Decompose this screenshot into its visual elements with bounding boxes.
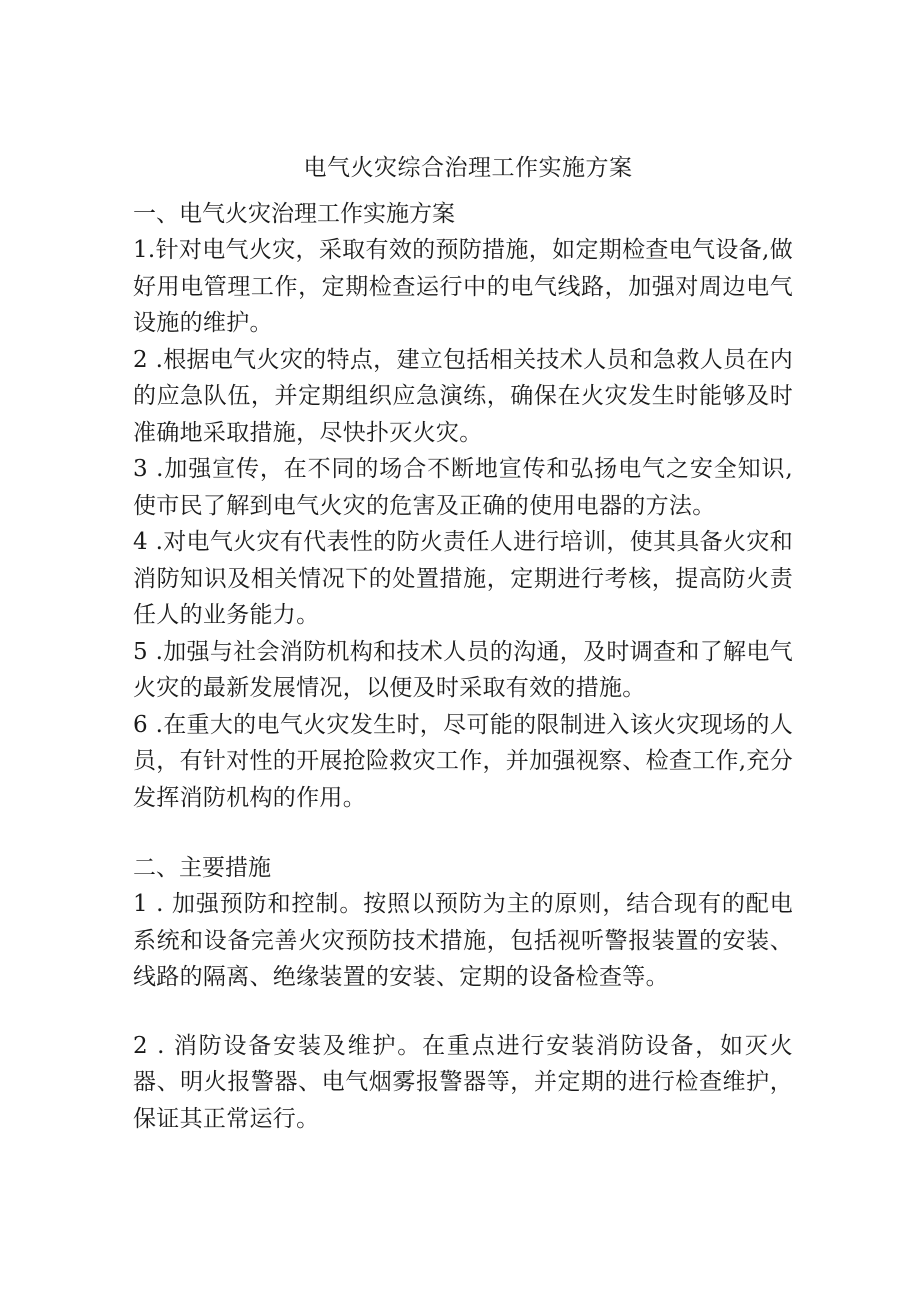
section1-item-4: 4 .对电气火灾有代表性的防火责任人进行培训，使其具备火灾和消防知识及相关情况下的处置措施，定期进行考核，提高防火责任人的业务能力。 bbox=[133, 529, 793, 628]
document-page bbox=[133, 150, 793, 1137]
section1-item-6: 6 .在重大的电气火灾发生时，尽可能的限制进入该火灾现场的人员，有针对性的开展抢险救灾工作，并加强视察、检查工作,充分发挥消防机构的作用。 bbox=[133, 711, 794, 811]
section-heading-2: 二、主要措施 bbox=[133, 855, 271, 881]
document-title: 电气火灾综合治理工作实施方案 bbox=[303, 155, 633, 181]
section2-item-2: 2 . 消防设备安装及维护。在重点进行安装消防设备，如灭火器、明火报警器、电气烟雾报警器等，并定期的进行检查维护，保证其正常运行。 bbox=[133, 1032, 793, 1132]
section2-item-1: 1 . 加强预防和控制。按照以预防为主的原则，结合现有的配电系统和设备完善火灾预防技术措施，包括视听警报装置的安装、线路的隔离、绝缘装置的安装、定期的设备检查等。 bbox=[133, 891, 793, 990]
section1-item-2: 2 .根据电气火灾的特点，建立包括相关技术人员和急救人员在内的应急队伍，并定期组织应急演练，确保在火灾发生时能够及时准确地采取措施，尽快扑灭火灾。 bbox=[133, 346, 793, 446]
section1-item-1: 1.针对电气火灾，采取有效的预防措施，如定期检查电气设备,做好用电管理工作，定期检查运行中的电气线路，加强对周边电气设施的维护。 bbox=[133, 237, 793, 336]
section-heading-1: 一、电气火灾治理工作实施方案 bbox=[133, 201, 455, 227]
section1-item-3: 3 .加强宣传，在不同的场合不断地宣传和弘扬电气之安全知识,使市民了解到电气火灾的危害及正确的使用电器的方法。 bbox=[133, 456, 793, 519]
spacer bbox=[133, 816, 793, 850]
section1-item-5: 5 .加强与社会消防机构和技术人员的沟通，及时调查和了解电气火灾的最新发展情况，以便及时采取有效的措施。 bbox=[133, 638, 793, 701]
spacer bbox=[133, 996, 793, 1028]
